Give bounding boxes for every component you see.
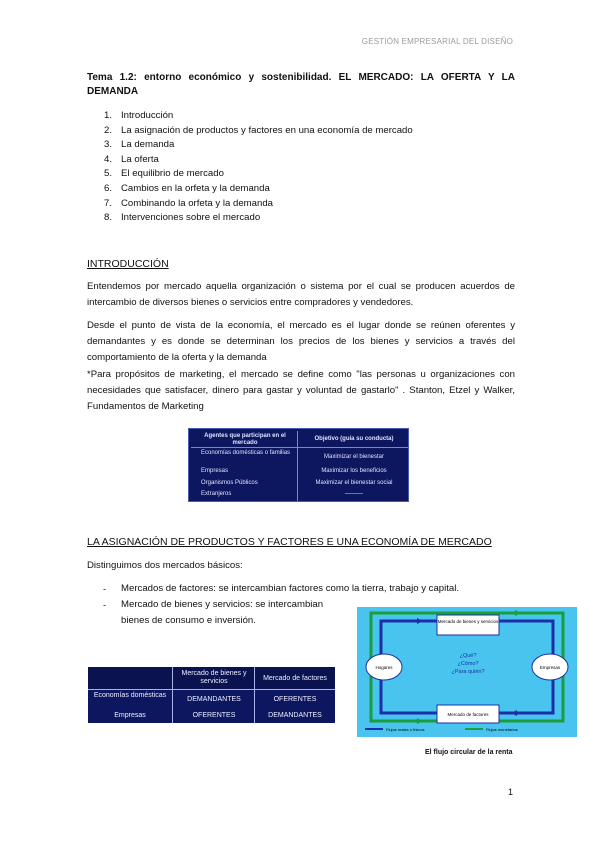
- section-heading: LA ASIGNACIÓN DE PRODUCTOS Y FACTORES E UNA ECONOMÍA DE MERCADO: [87, 536, 492, 548]
- section-intro: Distinguimos dos mercados básicos:: [87, 560, 243, 571]
- households-label: Hogares: [375, 665, 393, 670]
- bullet-marker: -: [103, 584, 107, 595]
- table-cell: OFERENTES: [273, 696, 317, 703]
- table-divider: [88, 689, 335, 690]
- table-cell: Economías domésticas: [93, 692, 167, 699]
- table-cell: Empresas: [114, 712, 146, 719]
- bullet-item: Mercado de bienes y servicios: se intercambian: [121, 599, 324, 610]
- table-cell: Maximizar el bienestar: [323, 454, 385, 460]
- toc-item: 7. Combinando la orfeta y la demanda: [104, 197, 273, 209]
- table-header-cell: Agentes que participan en el mercado: [204, 433, 286, 446]
- circular-flow-diagram: [357, 607, 577, 737]
- legend-monetary-label: Flujos monetarios: [486, 727, 518, 732]
- table-cell: DEMANDANTES: [187, 696, 241, 703]
- toc-item: 1. Introducción: [104, 110, 174, 121]
- question-text: ¿Cómo?: [457, 661, 479, 667]
- table-header-cell: Mercado de bienes y servicios: [181, 670, 247, 685]
- intro-heading: INTRODUCCIÓN: [87, 258, 169, 270]
- bullet-item-continued: bienes de consumo e inversión.: [121, 615, 256, 626]
- toc-item: 6. Cambios en la orfeta y la demanda: [104, 182, 270, 194]
- toc-item: 5. El equilibrio de mercado: [104, 168, 224, 180]
- bullet-item: Mercados de factores: se intercambian factores como la tierra, trabajo y capital.: [121, 583, 460, 594]
- table-cell: Economías domésticas o familias: [201, 450, 291, 456]
- table-divider: [297, 431, 298, 501]
- goods-market-label: Mercado de bienes y servicios: [437, 619, 499, 624]
- diagram-caption: El flujo circular de la renta: [425, 749, 513, 756]
- table-cell: DEMANDANTES: [268, 712, 322, 719]
- question-text: ¿Para quién?: [451, 669, 485, 675]
- table-cell: Maximizar los beneficios: [321, 468, 387, 474]
- table-header-cell: Objetivo (guía su conducta): [314, 436, 394, 442]
- table-cell: OFERENTES: [192, 712, 236, 719]
- table-cell: Empresas: [201, 468, 229, 474]
- toc-item: 3. La demanda: [104, 139, 175, 151]
- table-cell: Maximizar el bienestar social: [315, 480, 393, 486]
- factor-market-label: Mercado de factores: [447, 712, 489, 717]
- table-header-cell: Mercado de factores: [263, 675, 327, 682]
- table-cell: Extranjeros: [201, 491, 232, 497]
- table-divider: [254, 667, 255, 723]
- table-cell: ———: [345, 491, 363, 497]
- legend-real-label: Flujos reales o físicos: [386, 727, 425, 732]
- page-title: Tema 1.2: entorno económico y sostenibilidad. EL MERCADO: LA OFERTA Y LA DEMANDA: [87, 72, 515, 97]
- running-header: GESTIÓN EMPRESARIAL DEL DISEÑO: [361, 37, 513, 46]
- question-text: ¿Qué?: [459, 653, 477, 659]
- toc-item: 2. La asignación de productos y factores en una economía de mercado: [104, 124, 413, 136]
- toc-item: 8. Intervenciones sobre el mercado: [104, 212, 261, 224]
- goods-market-box: [437, 615, 499, 635]
- intro-paragraph-2: Desde el punto de vista de la economía, el mercado es el lugar donde se reúnen oferentes y demandantes y es donde se determinan los precios de los bienes y servicios a través del comportamiento de la oferta y la demanda: [87, 320, 515, 363]
- table-divider: [172, 667, 173, 723]
- bullet-marker: -: [103, 600, 107, 611]
- table-divider: [191, 447, 408, 448]
- firms-label: Empresas: [539, 665, 561, 670]
- intro-paragraph-1: Entendemos por mercado aquella organización o sistema por el cual se producen acuerdos de intercambio de diversos bienes o servicios entre compradores y vendedores.: [87, 281, 515, 308]
- toc-item: 4. La oferta: [104, 153, 159, 165]
- intro-paragraph-3: *Para propósitos de marketing, el mercado se define como "las personas u organizaciones con necesidades que satisfacer, dinero para gastar y voluntad de gastarlo" . Stanton, Etzel y Walker, Fundamentos de Marketing: [87, 369, 515, 412]
- table-cell: Organismos Públicos: [201, 480, 258, 486]
- markets-table: [88, 667, 335, 723]
- page-number: 1: [508, 787, 514, 797]
- table-of-contents: [104, 109, 413, 226]
- agents-table: [188, 428, 409, 502]
